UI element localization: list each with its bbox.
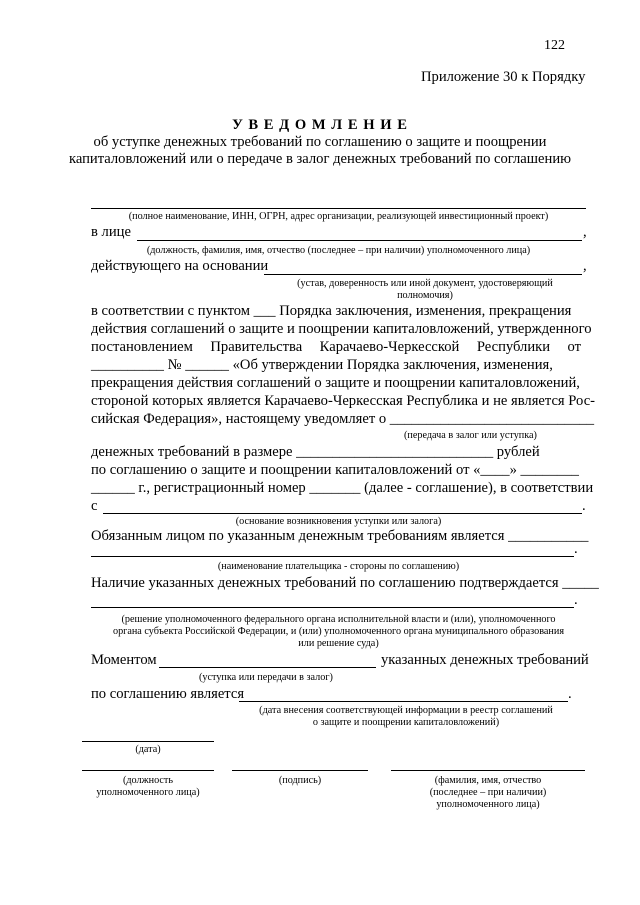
position-caption-1: (должность xyxy=(122,775,174,786)
confirm-caption-2: органа субъекта Российской Федерации, и (или) уполномоченного органа муниципального образования xyxy=(112,626,565,637)
basis-caption-2: полномочия) xyxy=(397,290,453,301)
signature-line xyxy=(232,770,368,771)
word: Карачаево-Черкесской xyxy=(319,339,460,355)
moment-line xyxy=(159,667,376,668)
page-number: 122 xyxy=(544,38,565,53)
fio-line xyxy=(391,770,585,771)
payer-line xyxy=(91,556,574,557)
date-caption: (дата) xyxy=(135,744,161,755)
obliged-line: Обязанным лицом по указанным денежным требованиям является ___________ xyxy=(91,528,589,544)
moment-label-c: по соглашению является xyxy=(91,686,245,702)
ground-line xyxy=(103,513,582,514)
comma: , xyxy=(583,224,587,240)
paragraph-line-5: прекращения действия соглашений о защите и поощрении капиталовложений, xyxy=(91,375,580,391)
subtitle-line-2: капиталовложений или о передаче в залог денежных требований по соглашению xyxy=(68,151,572,167)
subtitle-line-1: об уступке денежных требований по соглашению о защите и поощрении xyxy=(93,134,547,150)
basis-caption-1: (устав, доверенность или иной документ, удостоверяющий xyxy=(297,278,553,289)
person-caption: (должность, фамилия, имя, отчество (последнее – при наличии) уполномоченного лица) xyxy=(146,245,531,256)
document-title: У В Е Д О М Л Е Н И Е xyxy=(232,117,408,133)
confirm-caption-3: или решение суда) xyxy=(298,638,379,649)
moment-label: Моментом xyxy=(91,652,157,668)
moment-caption: (уступка или передачи в залог) xyxy=(199,672,333,683)
confirm-line xyxy=(91,607,574,608)
fio-caption-1: (фамилия, имя, отчество xyxy=(434,775,542,786)
word: Правительства xyxy=(210,339,303,355)
signature-caption: (подпись) xyxy=(278,775,322,786)
paragraph-line-4: __________ № ______ «Об утверждении Порядка заключения, изменения, xyxy=(91,357,553,373)
ground-caption: (основание возникновения уступки или залога) xyxy=(235,516,442,527)
date-reg-line xyxy=(239,701,568,702)
in-person-label: в лице xyxy=(91,224,131,240)
date-reg-caption-2: о защите и поощрении капиталовложений) xyxy=(312,717,500,728)
paragraph-line-7: сийская Федерация», настоящему уведомляет о ____________________________ xyxy=(91,411,595,427)
presence-line: Наличие указанных денежных требований по соглашению подтверждается _____ xyxy=(91,575,599,591)
paragraph-line-1: в соответствии с пунктом ___ Порядка заключения, изменения, прекращения xyxy=(91,303,572,319)
period: . xyxy=(574,592,578,608)
fio-caption-2: (последнее – при наличии) xyxy=(429,787,547,798)
position-line xyxy=(82,770,214,771)
paragraph-line-6: стороной которых является Карачаево-Черкесская Республика и не является Рос- xyxy=(91,393,596,409)
moment-label-b: указанных денежных требований xyxy=(381,652,589,668)
word: от xyxy=(567,339,581,355)
org-line xyxy=(91,208,586,209)
date-line xyxy=(82,741,214,742)
payer-caption: (наименование плательщика - стороны по соглашению) xyxy=(217,561,460,572)
position-caption-2: уполномоченного лица) xyxy=(96,787,200,798)
paragraph-line-3 xyxy=(91,339,581,356)
period: . xyxy=(574,541,578,557)
word: постановлением xyxy=(91,339,193,355)
paragraph-line-11: с xyxy=(91,498,98,514)
fio-caption-3: уполномоченного лица) xyxy=(436,799,540,810)
org-caption: (полное наименование, ИНН, ОГРН, адрес организации, реализующей инвестиционный проект) xyxy=(128,211,549,222)
acting-label: действующего на основании xyxy=(91,258,269,274)
comma: , xyxy=(583,258,587,274)
paragraph-line-2: действия соглашений о защите и поощрении капиталовложений, утвержденного xyxy=(91,321,592,337)
date-reg-caption-1: (дата внесения соответствующей информации в реестр соглашений xyxy=(259,705,553,716)
pledge-caption: (передача в залог или уступка) xyxy=(404,430,537,441)
period: . xyxy=(568,686,572,702)
basis-line xyxy=(264,274,582,275)
word: Республики xyxy=(476,339,551,355)
appendix-label: Приложение 30 к Порядку xyxy=(421,69,586,85)
confirm-caption-1: (решение уполномоченного федерального органа исполнительной власти и (или), уполномоченного xyxy=(121,614,556,625)
period: . xyxy=(582,498,586,514)
paragraph-line-9: по соглашению о защите и поощрении капиталовложений от «____» ________ xyxy=(91,462,579,478)
person-line xyxy=(137,240,582,241)
paragraph-line-8: денежных требований в размере ___________________________ рублей xyxy=(91,444,540,460)
paragraph-line-10: ______ г., регистрационный номер _______ (далее - соглашение), в соответствии xyxy=(91,480,594,496)
